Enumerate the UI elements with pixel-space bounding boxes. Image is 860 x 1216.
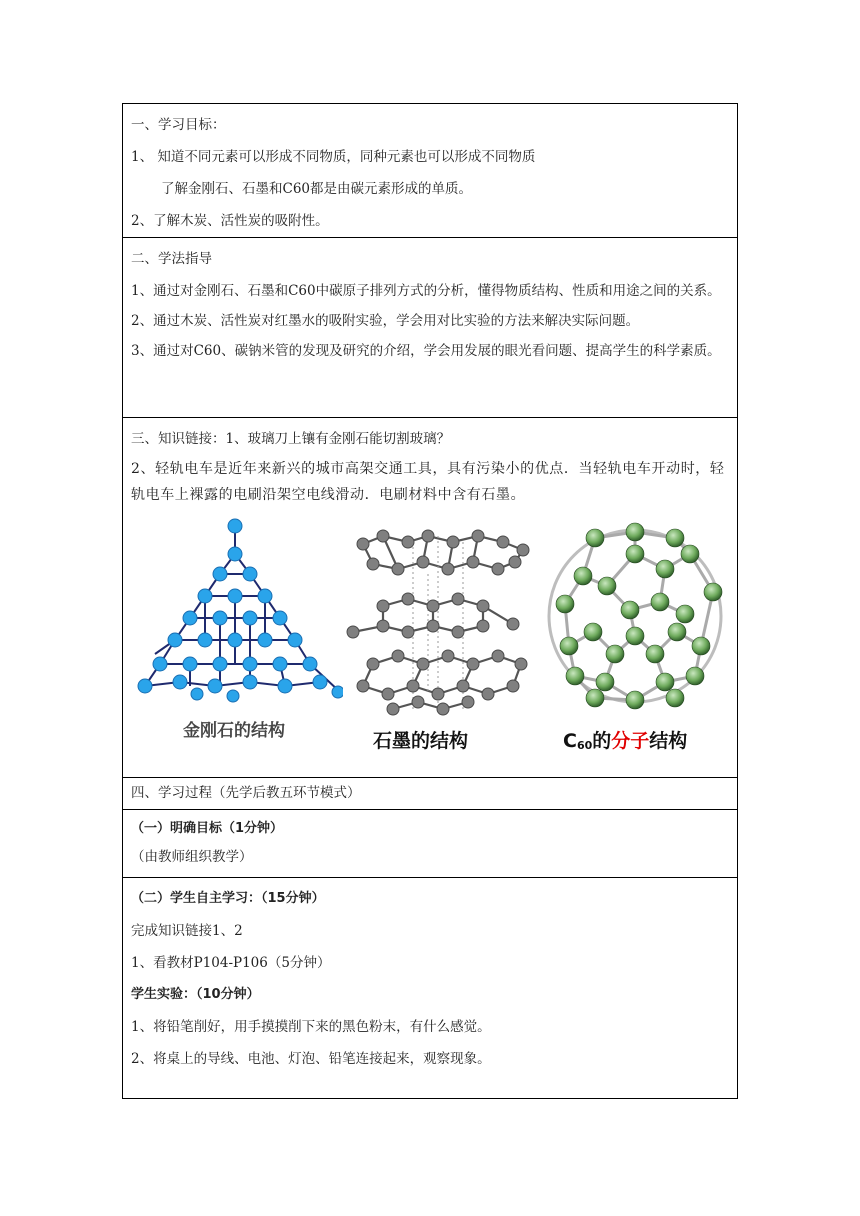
step-title: （二）学生自主学习：（15分钟）: [131, 891, 325, 906]
diamond-structure-figure: [125, 514, 343, 746]
diamond-structure-image: [125, 514, 343, 746]
section-heading: 四、学习过程（先学后教五环节模式）: [131, 785, 361, 801]
graphite-caption: 石墨的结构: [373, 730, 469, 752]
c60-caption-highlight: 分子: [611, 730, 650, 752]
c60-structure-image: [535, 514, 735, 724]
knowledge-item: 2、轻轨电车是近年来新兴的城市高架交通工具，具有污染小的优点．当轻轨电车开动时，轻轨电车上裸露的电刷沿架空电线滑动．电刷材料中含有石墨。: [131, 461, 725, 503]
experiment-title: 学生实验：（10分钟）: [131, 987, 260, 1002]
diamond-caption: 金刚石的结构: [183, 721, 285, 741]
c60-caption-subscript: 60: [576, 739, 593, 752]
lesson-plan-table: [122, 103, 738, 1099]
c60-structure-figure: [535, 514, 735, 762]
step-line: 1、看教材P104-P106（5分钟）: [131, 955, 331, 971]
guidance-item: 1、通过对金刚石、石墨和C60中碳原子排列方式的分析，懂得物质结构、性质和用途之间的关系。: [131, 283, 721, 299]
experiment-item: 2、将桌上的导线、电池、灯泡、铅笔连接起来，观察现象。: [131, 1051, 491, 1067]
carbon-structure-figures: [125, 514, 735, 762]
step-note: （由教师组织教学）: [131, 849, 253, 865]
objective-item: 1、 知道不同元素可以形成不同物质，同种元素也可以形成不同物质: [131, 149, 536, 165]
section-learning-objectives: [122, 103, 738, 237]
c60-caption-text: 的: [592, 730, 612, 752]
step-self-study: [122, 877, 738, 1099]
section-learning-process: [122, 777, 738, 809]
c60-caption-formula: C: [563, 730, 577, 752]
objective-item: 2、了解木炭、活性炭的吸附性。: [131, 213, 329, 229]
step-line: 完成知识链接1、2: [131, 923, 243, 939]
guidance-item: 2、通过木炭、活性炭对红墨水的吸附实验，学会用对比实验的方法来解决实际问题。: [131, 313, 640, 329]
c60-caption: [563, 726, 687, 753]
section-heading: 三、知识链接：1、玻璃刀上镶有金刚石能切割玻璃？: [131, 431, 451, 447]
section-knowledge-links: [122, 417, 738, 777]
graphite-structure-image: [343, 514, 535, 724]
c60-caption-text: 结构: [649, 730, 688, 752]
section-heading: 二、学法指导: [131, 251, 212, 267]
section-heading: 一、学习目标：: [131, 117, 226, 133]
graphite-structure-figure: [343, 514, 535, 762]
section-study-guidance: [122, 237, 738, 417]
guidance-item: 3、通过对C60、碳钠米管的发现及研究的介绍，学会用发展的眼光看问题、提高学生的科学素质。: [131, 343, 721, 359]
experiment-item: 1、将铅笔削好，用手摸摸削下来的黑色粉末，有什么感觉。: [131, 1019, 491, 1035]
step-title: （一）明确目标（1分钟）: [131, 821, 284, 836]
step-clarify-objectives: [122, 809, 738, 877]
objective-item-continued: 了解金刚石、石墨和C60都是由碳元素形成的单质。: [161, 181, 473, 197]
